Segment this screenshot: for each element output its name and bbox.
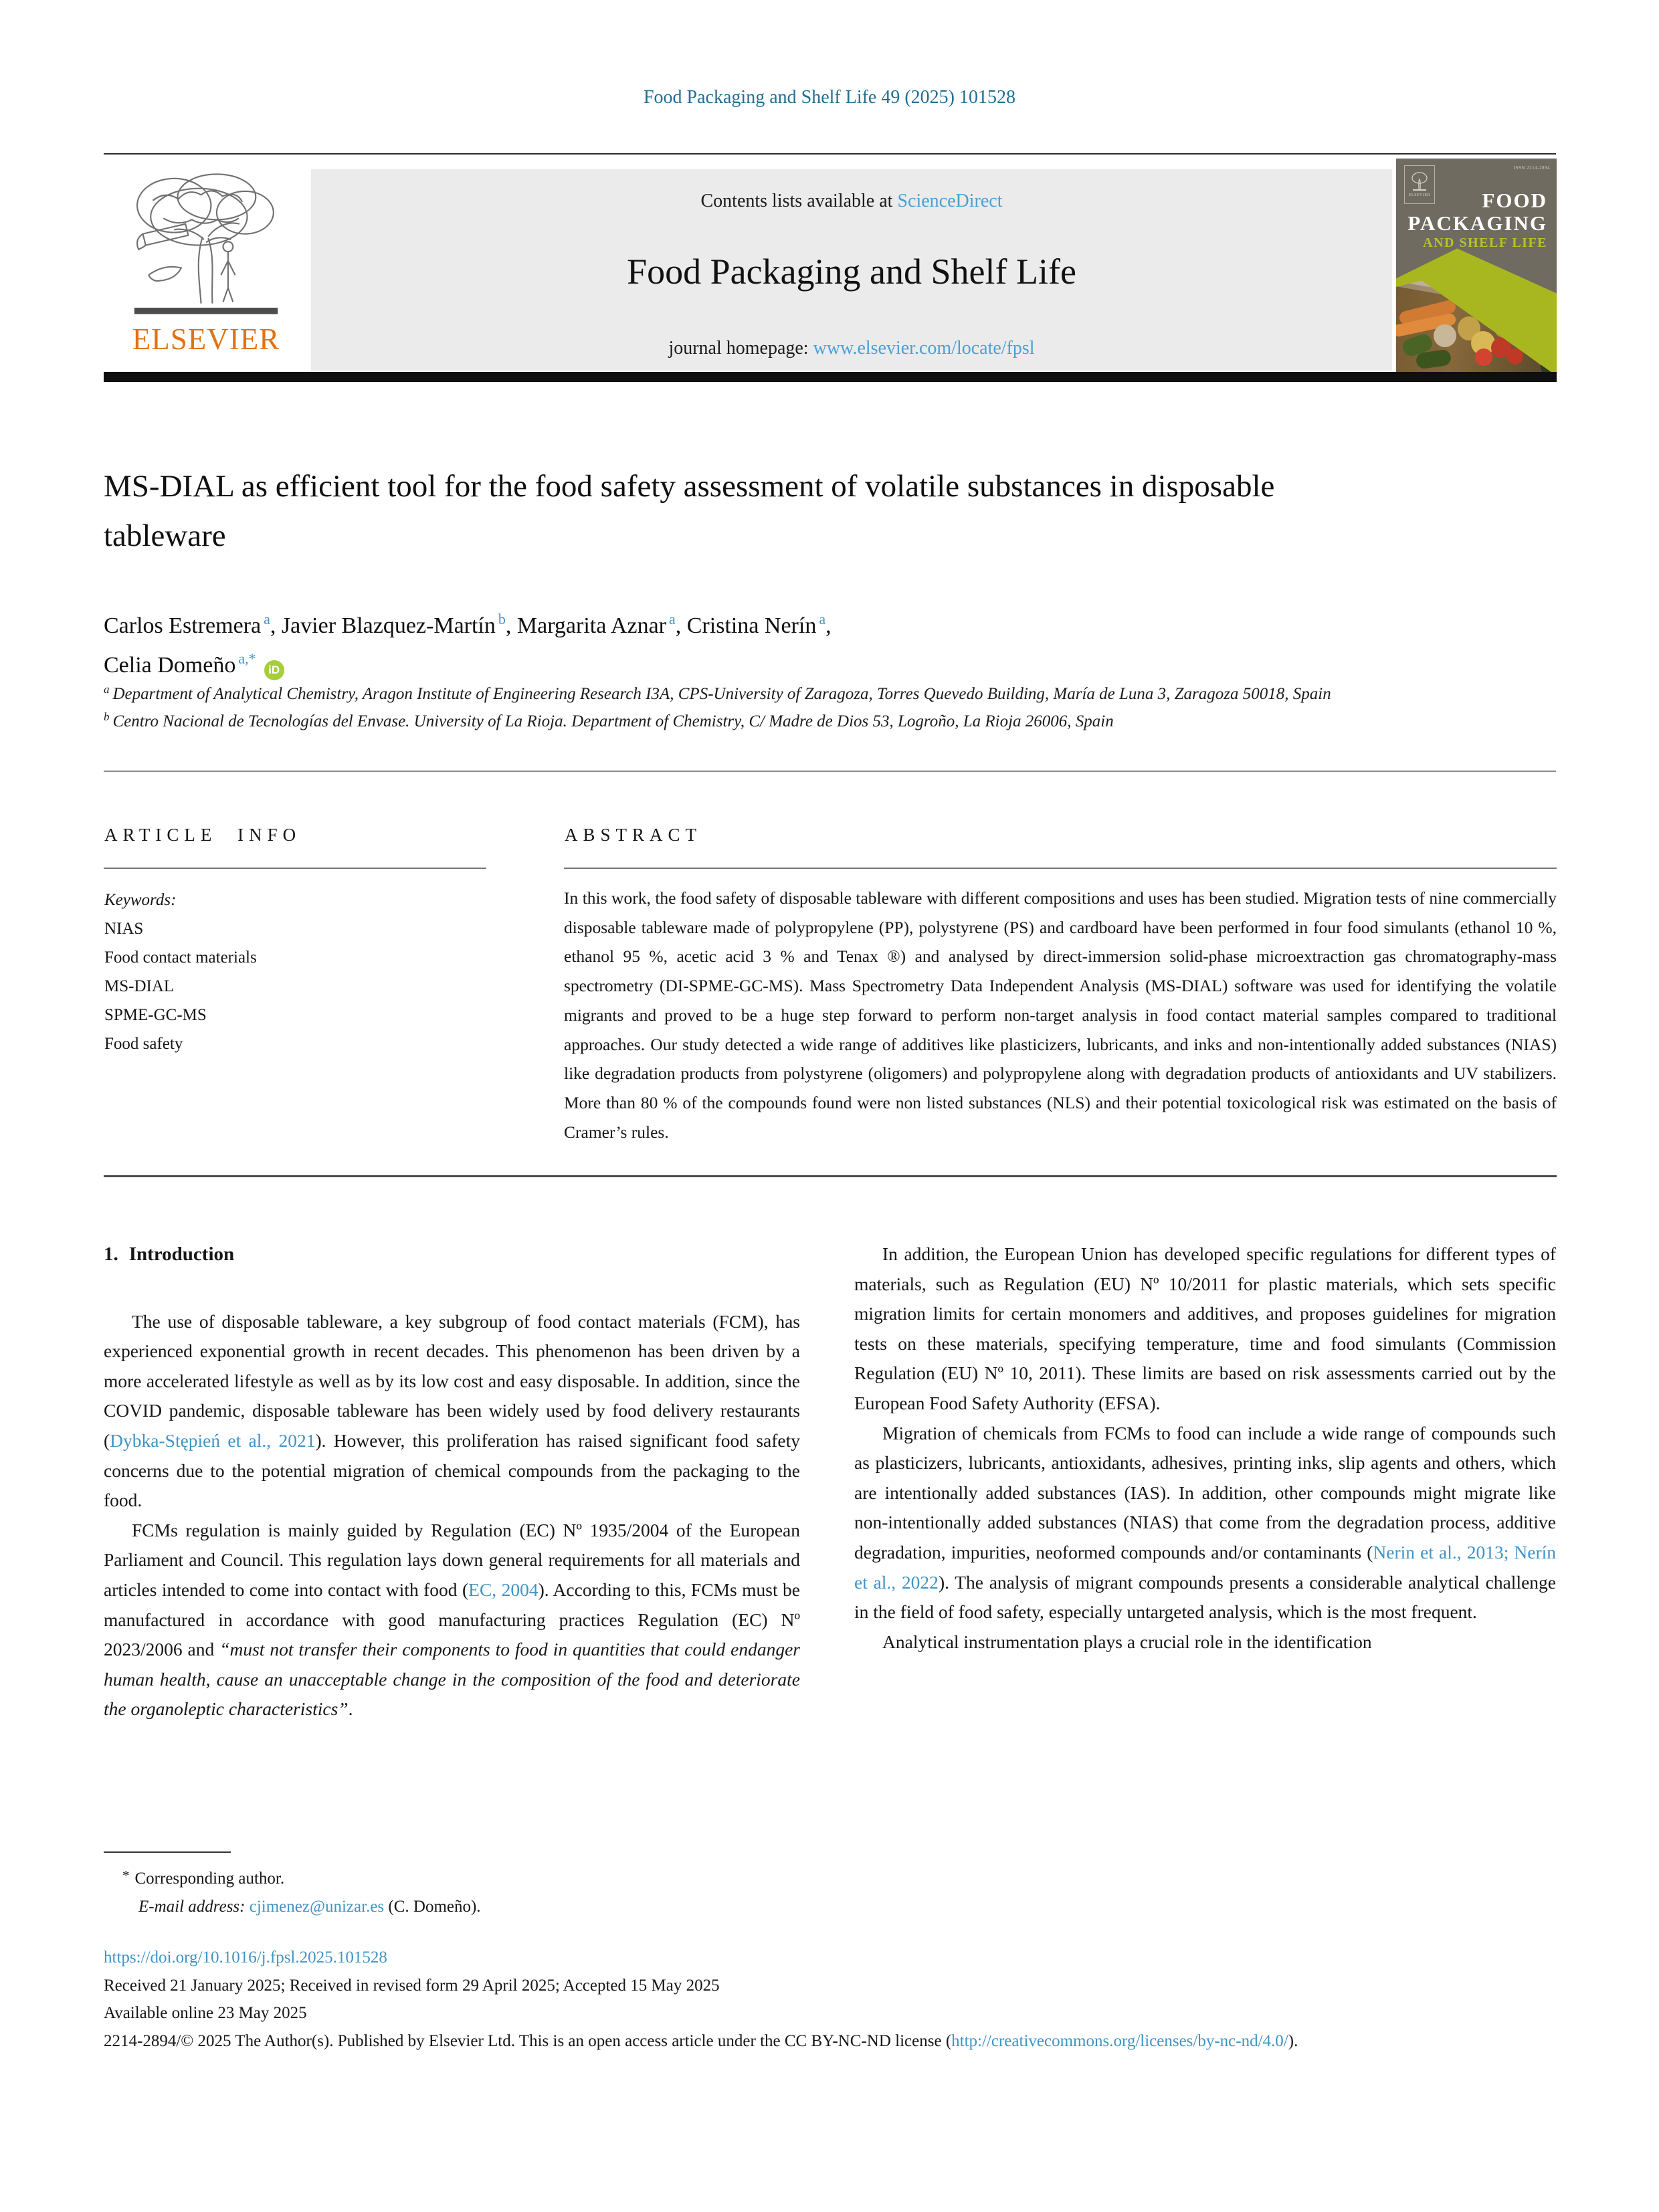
- affiliations: [104, 681, 1556, 736]
- regulation-quote: “must not transfer their components to food in quantities that could endanger human health, cause an unacceptable change in the composition of the food and deteriorate the organoleptic characteristics”: [104, 1639, 800, 1720]
- doi-link[interactable]: https://doi.org/10.1016/j.fpsl.2025.101528: [104, 1948, 387, 1967]
- author-name[interactable]: Margarita Aznar: [516, 613, 666, 638]
- author-affil-sup: b: [498, 611, 506, 627]
- intro-paragraph-4: Migration of chemicals from FCMs to food can include a wide range of compounds such as plasticizers, lubricants, antioxidants, adhesives, printing inks, slip agents and others, which are intentionally added substances (IAS). In addition, other compounds might migrate like non-intentionally added substances (NIAS) that come from the degradation process, additive degradation, impurities, neoformed compounds and/or contaminants (Nerin et al., 2013; Nerín et al., 2022). The analysis of migrant compounds presents a considerable analytical challenge in the field of food safety, especially untargeted analysis, which is the most frequent.: [854, 1422, 1557, 1623]
- keyword-item: SPME-GC-MS: [104, 1006, 207, 1024]
- keyword-item: MS-DIAL: [104, 977, 175, 995]
- journal-cover-thumbnail[interactable]: [1396, 159, 1557, 373]
- author-name[interactable]: Carlos Estremera: [104, 613, 262, 638]
- elsevier-tree-icon: [122, 169, 290, 319]
- keyword-item: Food contact materials: [104, 948, 257, 967]
- corresponding-author-text: Corresponding author.: [134, 1870, 285, 1888]
- elsevier-wordmark: ELSEVIER: [132, 322, 280, 356]
- author-name[interactable]: Javier Blazquez-Martín: [281, 613, 496, 638]
- abstract-heading: ABSTRACT: [565, 825, 702, 845]
- body-right-column: [854, 1239, 1556, 1657]
- homepage-label: journal homepage:: [668, 338, 813, 359]
- masthead-divider-bar: [104, 372, 1557, 382]
- keywords-label: Keywords:: [104, 891, 177, 909]
- email-label: E-mail address:: [138, 1898, 246, 1916]
- cover-journal-title: FOOD PACKAGING AND SHELF LIFE: [1407, 189, 1547, 250]
- introduction-heading: 1. Introduction: [104, 1243, 235, 1265]
- footnote-rule: [104, 1851, 231, 1853]
- section-divider-rule: [104, 771, 1556, 772]
- journal-citation-header: Food Packaging and Shelf Life 49 (2025) 101528: [643, 87, 1016, 108]
- intro-paragraph-3: In addition, the European Union has developed specific regulations for different types of materials, such as Regulation (EU) Nº 10/2011 for plastic materials, which sets specific migration limits for certain monomers and additives, and proposes guidelines for migration tests on these materials, specifying temperature, time and food simulants (Commission Regulation (EU) Nº 10, 2011). These limits are based on risk assessments carried out by the European Food Safety Authority (EFSA).: [854, 1243, 1556, 1413]
- keyword-item: Food safety: [104, 1035, 183, 1053]
- received-dates: Received 21 January 2025; Received in revised form 29 April 2025; Accepted 15 May 2025: [104, 1976, 720, 1995]
- article-info-rule: [104, 868, 486, 869]
- footnote-asterisk: *: [122, 1868, 130, 1884]
- license-link[interactable]: http://creativecommons.org/licenses/by-nc-nd/4.0/: [951, 2031, 1288, 2050]
- email-suffix: (C. Domeño).: [384, 1898, 481, 1916]
- intro-paragraph-5: Analytical instrumentation plays a crucial role in the identification: [882, 1631, 1372, 1652]
- abstract-rule: [564, 868, 1557, 869]
- masthead-box: [311, 169, 1392, 371]
- abstract-text: In this work, the food safety of disposable tableware with different compositions and uses has been studied. Migration tests of nine commercially disposable tableware made of polypropylene (PP), polystyrene (PS) and cardboard have been performed in four food simulants (ethanol 10 %, ethanol 95 %, acetic acid 3 % and Tenax ®) and analysed by direct-immersion solid-phase microextraction gas chromatography-mass spectrometry (DI-SPME-GC-MS). Mass Spectrometry Data Independent Analysis (MS-DIAL) software was used for identifying the volatile migrants and proved to be a huge step forward to perform non-target analysis in food contact material samples compared to traditional approaches. Our study detected a wide range of additives like plasticizers, lubricants, and inks and non-intentionally added substances (NIAS) like degradation products from polystyrene (oligomers) and polypropylene along with degradation products of antioxidants and UV stabilizers. More than 80 % of the compounds found were non listed substances (NLS) and their potential toxicological risk was estimated on the basis of Cramer’s rules.: [564, 888, 1557, 1142]
- intro-paragraph-2: FCMs regulation is mainly guided by Regulation (EC) Nº 1935/2004 of the European Parliament and Council. This regulation lays down general requirements for all materials and articles intended to come into contact with food (EC, 2004). According to this, FCMs must be manufactured in accordance with good manufacturing practices Regulation (EC) Nº 2023/2006 and “must not transfer their components to food in quantities that could endanger human health, cause an unacceptable change in the composition of the food and deteriorate the organoleptic characteristics”.: [104, 1519, 801, 1720]
- keywords-block: [104, 886, 479, 1058]
- header-rule: [104, 153, 1556, 155]
- article-info-heading: ARTICLE INFO: [104, 825, 302, 845]
- author-name[interactable]: Celia Domeño: [104, 653, 236, 678]
- cover-issn: ISSN 2214-2894: [1513, 165, 1550, 171]
- citation-link[interactable]: Dybka-Stępień et al., 2021: [110, 1429, 316, 1451]
- journal-homepage-link[interactable]: www.elsevier.com/locate/fpsl: [813, 338, 1035, 359]
- journal-title: Food Packaging and Shelf Life: [627, 252, 1076, 292]
- abstract-bottom-rule: [104, 1175, 1557, 1177]
- cover-mini-wordmark: ELSEVIER: [1408, 193, 1431, 197]
- citation-link[interactable]: Nerin et al., 2013; Nerín et al., 2022: [854, 1541, 1557, 1593]
- author-affil-sup: a: [819, 611, 826, 627]
- affiliation-a: $^a$ Department of Analytical Chemistry, Aragon Institute of Engineering Research I3A, CPS-University of Zaragoza, Torres Quevedo Building, María de Luna 3, Zaragoza 50018, Spain: [104, 683, 1331, 703]
- orcid-icon[interactable]: iD: [264, 660, 284, 680]
- citation-link[interactable]: EC, 2004: [468, 1579, 539, 1600]
- author-affil-sup: a,*: [238, 650, 256, 667]
- license-line: 2214-2894/© 2025 The Author(s). Published by Elsevier Ltd. This is an open access article under the CC BY-NC-ND license (http://creativecommons.org/licenses/by-nc-nd/4.0/).: [104, 2031, 1298, 2050]
- elsevier-logo[interactable]: [106, 169, 306, 357]
- article-title: MS-DIAL as efficient tool for the food safety assessment of volatile substances in disposable tableware: [104, 469, 1275, 553]
- available-online: Available online 23 May 2025: [104, 2004, 307, 2022]
- author-affil-sup: a: [668, 611, 676, 627]
- author-list: Carlos Estremera $^a$, Javier Blazquez-Martín $^b$, Margarita Aznar $^a$, Cristina Nerín $^a$, Celia Domeño $^{a,*}$iD: [104, 607, 1556, 686]
- contents-text: Contents lists available at: [700, 191, 898, 211]
- affiliation-b: $^b$ Centro Nacional de Tecnologías del Envase. University of La Rioja. Department of Chemistry, C/ Madre de Dios 53, Logroño, La Rioja 26006, Spain: [104, 710, 1114, 730]
- article-footer: [104, 1944, 1557, 2055]
- author-name[interactable]: Cristina Nerín: [686, 613, 817, 638]
- email-link[interactable]: cjimenez@unizar.es: [249, 1898, 385, 1916]
- sciencedirect-link[interactable]: ScienceDirect: [897, 191, 1003, 211]
- author-affil-sup: a: [264, 611, 270, 627]
- corresponding-author-footnote: [104, 1851, 840, 1921]
- intro-paragraph-1: The use of disposable tableware, a key subgroup of food contact materials (FCM), has experienced exponential growth in recent decades. This phenomenon has been driven by a more accelerated lifestyle as well as by its low cost and easy disposable. In addition, since the COVID pandemic, disposable tableware has been widely used by food delivery restaurants (Dybka-Stępień et al., 2021). However, this proliferation has raised significant food safety concerns due to the potential migration of chemical compounds from the packaging to the food.: [104, 1310, 801, 1511]
- keyword-item: NIAS: [104, 920, 144, 938]
- body-left-column: [104, 1239, 800, 1724]
